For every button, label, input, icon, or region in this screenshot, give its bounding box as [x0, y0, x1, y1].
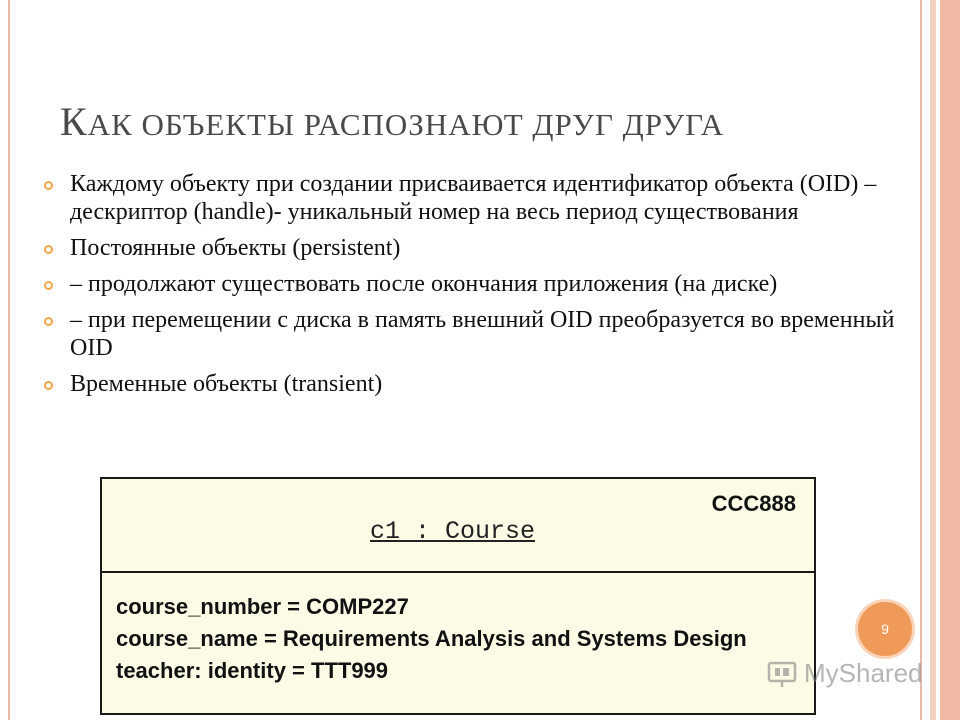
bullet-marker-icon	[44, 317, 53, 326]
title-rest: АК ОБЪЕКТЫ РАСПОЗНАЮТ ДРУГ ДРУГА	[87, 107, 725, 142]
uml-attribute-list	[102, 573, 814, 687]
watermark	[766, 657, 923, 689]
bullet-item	[44, 370, 904, 398]
uml-attribute: course_number = COMP227	[116, 594, 409, 619]
bullet-item	[44, 270, 904, 298]
bullet-item	[44, 306, 904, 362]
uml-object-header	[102, 479, 814, 573]
bullet-marker-icon	[44, 381, 53, 390]
bullet-text: Постоянные объекты (persistent)	[70, 235, 401, 261]
uml-object-name: c1 : Course	[370, 517, 536, 546]
bullet-marker-icon	[44, 181, 53, 190]
bullet-text: – при перемещении с диска в память внешний OID преобразуется во временный OID	[70, 307, 895, 361]
uml-object-box	[100, 477, 816, 715]
bullet-item	[44, 234, 904, 262]
uml-attribute: teacher: identity = TTT999	[116, 658, 389, 683]
bullet-text: – продолжают существовать после окончания приложения (на диске)	[70, 271, 778, 297]
bullet-item	[44, 170, 904, 226]
bullet-marker-icon	[44, 281, 53, 290]
bullet-text: Временные объекты (transient)	[70, 371, 383, 397]
uml-object-id: CCC888	[711, 491, 796, 516]
title-first-letter: К	[60, 99, 88, 144]
page-number-badge: 9	[858, 602, 912, 656]
bullet-text: Каждому объекту при создании присваивается идентификатор объекта (OID) – дескриптор (handle)- уникальный номер на весь период существования	[70, 171, 877, 225]
uml-attribute: course_name = Requirements Analysis and Systems Design	[116, 626, 747, 651]
watermark-text: MyShared	[804, 657, 923, 688]
presentation-icon	[766, 657, 798, 689]
decorative-stripes	[924, 0, 960, 720]
slide-title	[60, 98, 724, 145]
bullet-marker-icon	[44, 245, 53, 254]
bullet-list	[44, 170, 904, 406]
